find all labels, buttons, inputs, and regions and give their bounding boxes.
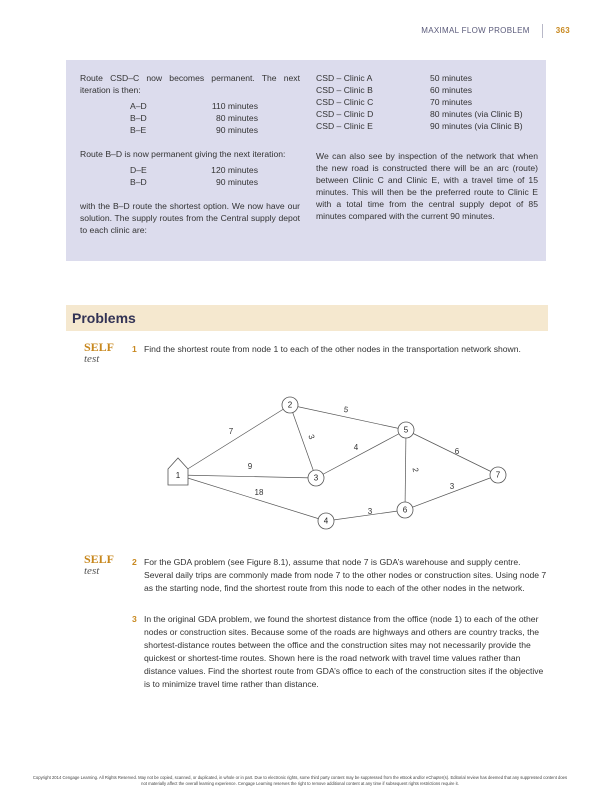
route-time: 90 minutes (via Clinic B) (430, 121, 523, 131)
copyright-footer: Copyright 2014 Cengage Learning. All Rights Reserved. May not be copied, scanned, or duplicated, in whole or in part. Due to electronic rights, some third party content may be suppressed from the eBook and/or eChapter(s). Editorial review has deemed that any suppressed content does not materially affect the overall learning experience. Cengage Learning reserves the right to remove additional content at any time if subsequent rights restrictions require it. (32, 775, 568, 786)
network-edge-2-3 (290, 405, 316, 478)
self-test-marker (84, 553, 114, 577)
route-label: B–D (130, 177, 147, 187)
network-edge-5-6 (405, 430, 406, 510)
solution-paragraph: Route CSD–C now becomes permanent. The next iteration is then: (80, 73, 300, 95)
problem-number: 1 (132, 344, 137, 354)
edge-weight-label: 3 (449, 482, 455, 492)
problem-item-3 (132, 613, 549, 691)
page-number: 363 (555, 26, 570, 36)
route-time: 90 minutes (215, 125, 258, 135)
route-label: B–E (130, 125, 147, 135)
edge-weight-label: 6 (454, 447, 460, 457)
problem-item-2 (132, 556, 549, 595)
route-label: D–E (130, 165, 147, 175)
node-label: 5 (403, 425, 409, 435)
node-label: 2 (287, 400, 293, 410)
node-label: 1 (175, 471, 181, 481)
edge-weight-label: 18 (254, 488, 264, 498)
edge-weight-label: 4 (353, 443, 359, 453)
problem-text: For the GDA problem (see Figure 8.1), assume that node 7 is GDA’s warehouse and supply centre. Several daily trips are commonly made from node 7 to the other nodes or construction sites. Using node 7 as the starting node, find the shortest route from this node to each of the other nodes in the network. (144, 557, 547, 593)
edge-weight-label: 7 (228, 427, 234, 437)
problems-heading: Problems (72, 310, 136, 326)
route-label: CSD – Clinic B (316, 85, 373, 95)
network-edge-1-4 (178, 475, 326, 521)
problem-text: In the original GDA problem, we found the shortest distance from the office (node 1) to each of the other nodes or construction sites. Because some of the roads are highways and others are country tracks, the shortest-distance routes between the office and the construction sites may not necessarily provide the quickest or shortest-time routes. Shown here is the road network with travel time values rather than distance values. Find the shortest route from GDA’s office to each of the construction sites if the objective is to minimize travel time rather than distance. (144, 614, 544, 689)
network-edge-4-6 (326, 510, 405, 521)
node-label: 6 (402, 505, 408, 515)
route-time: 80 minutes (215, 113, 258, 123)
route-label: CSD – Clinic A (316, 73, 373, 83)
problem-number: 3 (132, 614, 137, 624)
node-label: 3 (313, 473, 319, 483)
route-time: 110 minutes (211, 101, 258, 111)
route-label: CSD – Clinic D (316, 109, 374, 119)
solution-paragraph: with the B–D route the shortest option. We now have our solution. The supply routes from the Central supply depot to each clinic are: (80, 201, 300, 235)
route-time: 60 minutes (430, 85, 473, 95)
network-edge-1-3 (178, 475, 316, 478)
self-label: SELF (84, 552, 115, 566)
problem-text: Find the shortest route from node 1 to each of the other nodes in the transportation network shown. (144, 344, 521, 354)
network-edge-3-5 (316, 430, 406, 478)
route-time: 90 minutes (215, 177, 258, 187)
solution-paragraph: We can also see by inspection of the network that when the new road is constructed there will be an arc (route) between Clinic C and Clinic E, with a travel time of 15 minutes. This will then be the preferred route to Clinic E with a total time from the central supply depot of 85 minutes compared with the current 90 minutes. (316, 151, 538, 221)
problem-number: 2 (132, 557, 137, 567)
edge-weight-label: 2 (410, 466, 421, 473)
node-label: 4 (323, 516, 329, 526)
chapter-title: MAXIMAL FLOW PROBLEM (421, 26, 530, 36)
solution-paragraph: Route B–D is now permanent giving the next iteration: (80, 149, 286, 159)
edge-weight-label: 5 (343, 404, 350, 415)
self-label: SELF (84, 340, 115, 354)
route-label: CSD – Clinic C (316, 97, 374, 107)
network-edge-1-2 (178, 405, 290, 475)
edge-weight-label: 3 (306, 433, 317, 441)
route-label: A–D (130, 101, 147, 111)
route-time: 50 minutes (430, 73, 473, 83)
edge-weight-label: 9 (247, 462, 253, 472)
route-time: 70 minutes (430, 97, 473, 107)
route-label: CSD – Clinic E (316, 121, 373, 131)
route-time: 80 minutes (via Clinic B) (430, 109, 523, 119)
route-label: B–D (130, 113, 147, 123)
network-edge-6-7 (405, 475, 498, 510)
test-label: test (84, 565, 100, 577)
test-label: test (84, 353, 100, 365)
edge-weight-label: 3 (367, 507, 373, 517)
route-time: 120 minutes (211, 165, 258, 175)
node-label: 7 (495, 470, 501, 480)
